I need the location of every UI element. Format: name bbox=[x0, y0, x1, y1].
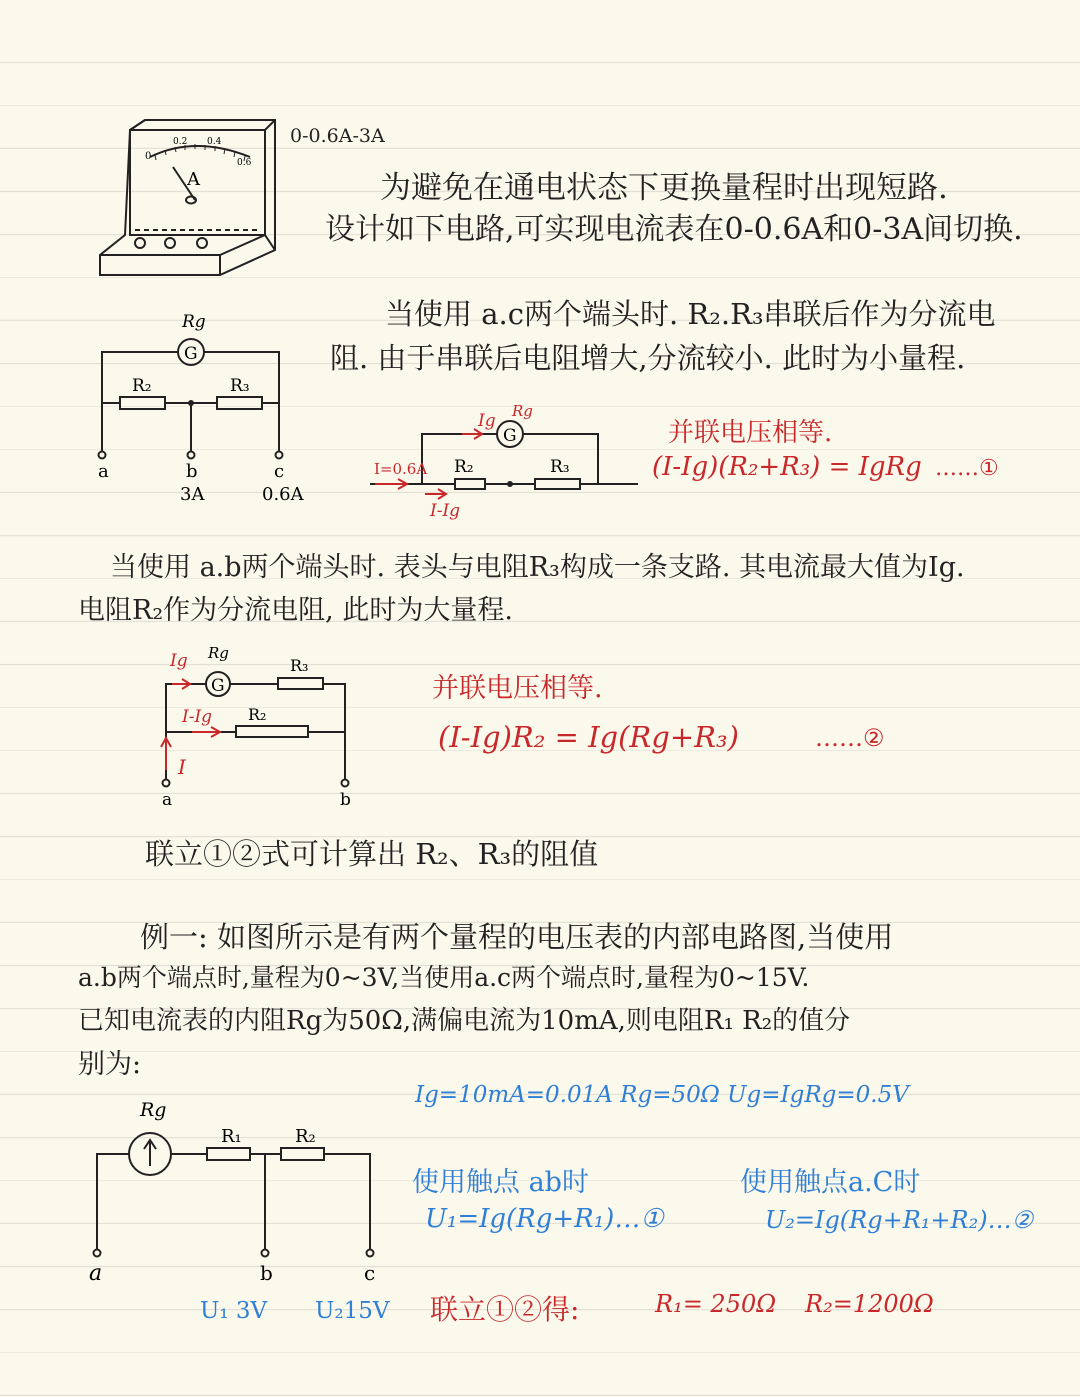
meter-scale-0: 0 bbox=[145, 151, 152, 162]
circuit1-terminal-a: a bbox=[98, 461, 109, 482]
ab-text-line-1: 当使用 a.b两个端头时. 表头与电阻R₃构成一条支路. 其电流最大值为Ig. bbox=[110, 552, 965, 583]
circuit3-terminal-b: b bbox=[340, 790, 351, 810]
circuit-diagram-2 bbox=[370, 400, 650, 530]
circuit4-terminal-b: b bbox=[260, 1261, 273, 1285]
circuit4-r2-label: R₂ bbox=[295, 1126, 316, 1147]
solution-r1-result: R₁= 250Ω bbox=[655, 1290, 777, 1318]
circuit2-r3-label: R₃ bbox=[550, 457, 570, 477]
circuit4-r1-label: R₁ bbox=[221, 1126, 242, 1147]
circuit3-terminal-a: a bbox=[162, 790, 173, 810]
circuit1-r3-label: R₃ bbox=[230, 376, 250, 396]
solution-u2-equation: U₂=Ig(Rg+R₁+R₂)…② bbox=[765, 1206, 1034, 1234]
eq2-tag: ……② bbox=[815, 724, 885, 752]
circuit1-terminal-c: c bbox=[274, 461, 285, 482]
meter-scale-0.6: 0.6 bbox=[237, 158, 252, 168]
meter-dial-symbol: A bbox=[187, 169, 200, 190]
circuit4-terminal-a: a bbox=[89, 1261, 103, 1286]
circuit4-u2-label: U₂15V bbox=[315, 1298, 390, 1324]
circuit3-shunt-current: I-Ig bbox=[182, 707, 213, 727]
circuit1-galvanometer-symbol: G bbox=[184, 344, 198, 364]
eq2-title: 并联电压相等. bbox=[432, 673, 603, 704]
circuit2-r2-label: R₂ bbox=[454, 457, 474, 477]
circuit1-rg-label: Rg bbox=[182, 312, 206, 332]
ammeter-sketch bbox=[95, 115, 285, 285]
circuit4-rg-label: Rg bbox=[140, 1099, 167, 1121]
circuit-diagram-1 bbox=[90, 305, 320, 510]
circuit4-terminal-c: c bbox=[364, 1261, 376, 1285]
circuit2-ig-label: Ig bbox=[478, 411, 496, 431]
circuit-diagram-3 bbox=[150, 640, 370, 815]
eq1-tag: ……① bbox=[935, 456, 999, 481]
circuit2-shunt-current: I-Ig bbox=[430, 501, 461, 521]
circuit-diagram-4 bbox=[85, 1090, 405, 1325]
circuit1-b-range: 3A bbox=[180, 484, 205, 505]
example-line-3: 已知电流表的内阻Rg为50Ω,满偏电流为10mA,则电阻R₁ R₂的值分 bbox=[78, 1006, 851, 1036]
solution-result-label: 联立①②得: bbox=[430, 1293, 580, 1326]
combine-text: 联立①②式可计算出 R₂、R₃的阻值 bbox=[145, 837, 599, 871]
circuit1-r2-label: R₂ bbox=[132, 376, 152, 396]
example-line-2: a.b两个端点时,量程为0~3V,当使用a.c两个端点时,量程为0~15V. bbox=[78, 963, 810, 992]
solution-ab-label: 使用触点 ab时 bbox=[412, 1167, 589, 1198]
example-line-1: 例一: 如图所示是有两个量程的电压表的内部电路图,当使用 bbox=[140, 920, 894, 954]
solution-u1-equation: U₁=Ig(Rg+R₁)…① bbox=[425, 1204, 664, 1234]
circuit3-r3-label: R₃ bbox=[290, 656, 309, 675]
intro-line-2: 设计如下电路,可实现电流表在0-0.6A和0-3A间切换. bbox=[325, 212, 1023, 247]
solution-ac-label: 使用触点a.C时 bbox=[740, 1167, 921, 1198]
circuit4-u1-label: U₁ 3V bbox=[200, 1298, 268, 1324]
circuit1-terminal-b: b bbox=[186, 461, 198, 482]
circuit3-r2-label: R₂ bbox=[248, 705, 267, 724]
circuit2-rg-label: Rg bbox=[512, 402, 533, 420]
eq1-formula: (I-Ig)(R₂+R₃) = IgRg bbox=[652, 452, 922, 482]
circuit3-input-current: I bbox=[178, 755, 186, 779]
circuit3-ig-label: Ig bbox=[170, 651, 188, 671]
meter-scale-0.4: 0.4 bbox=[207, 137, 222, 147]
circuit3-galvanometer-symbol: G bbox=[211, 676, 225, 696]
solution-r2-result: R₂=1200Ω bbox=[805, 1290, 934, 1318]
circuit3-rg-label: Rg bbox=[208, 644, 229, 662]
ac-text-line-2: 阻. 由于串联后电阻增大,分流较小. 此时为小量程. bbox=[330, 341, 966, 375]
eq1-title: 并联电压相等. bbox=[668, 418, 833, 448]
circuit1-c-range: 0.6A bbox=[262, 484, 304, 505]
ac-text-line-1: 当使用 a.c两个端头时. R₂.R₃串联后作为分流电 bbox=[385, 297, 996, 331]
meter-range-label: 0-0.6A-3A bbox=[290, 125, 385, 147]
ab-text-line-2: 电阻R₂作为分流电阻, 此时为大量程. bbox=[78, 595, 513, 626]
circuit2-input-current: I=0.6A bbox=[374, 460, 428, 478]
meter-scale-0.2: 0.2 bbox=[173, 137, 188, 147]
solution-given: Ig=10mA=0.01A Rg=50Ω Ug=IgRg=0.5V bbox=[415, 1082, 909, 1108]
eq2-formula: (I-Ig)R₂ = Ig(Rg+R₃) bbox=[438, 720, 739, 754]
intro-line-1: 为避免在通电状态下更换量程时出现短路. bbox=[380, 170, 948, 206]
example-line-4: 别为: bbox=[78, 1049, 142, 1080]
circuit2-galvanometer-symbol: G bbox=[503, 426, 517, 446]
